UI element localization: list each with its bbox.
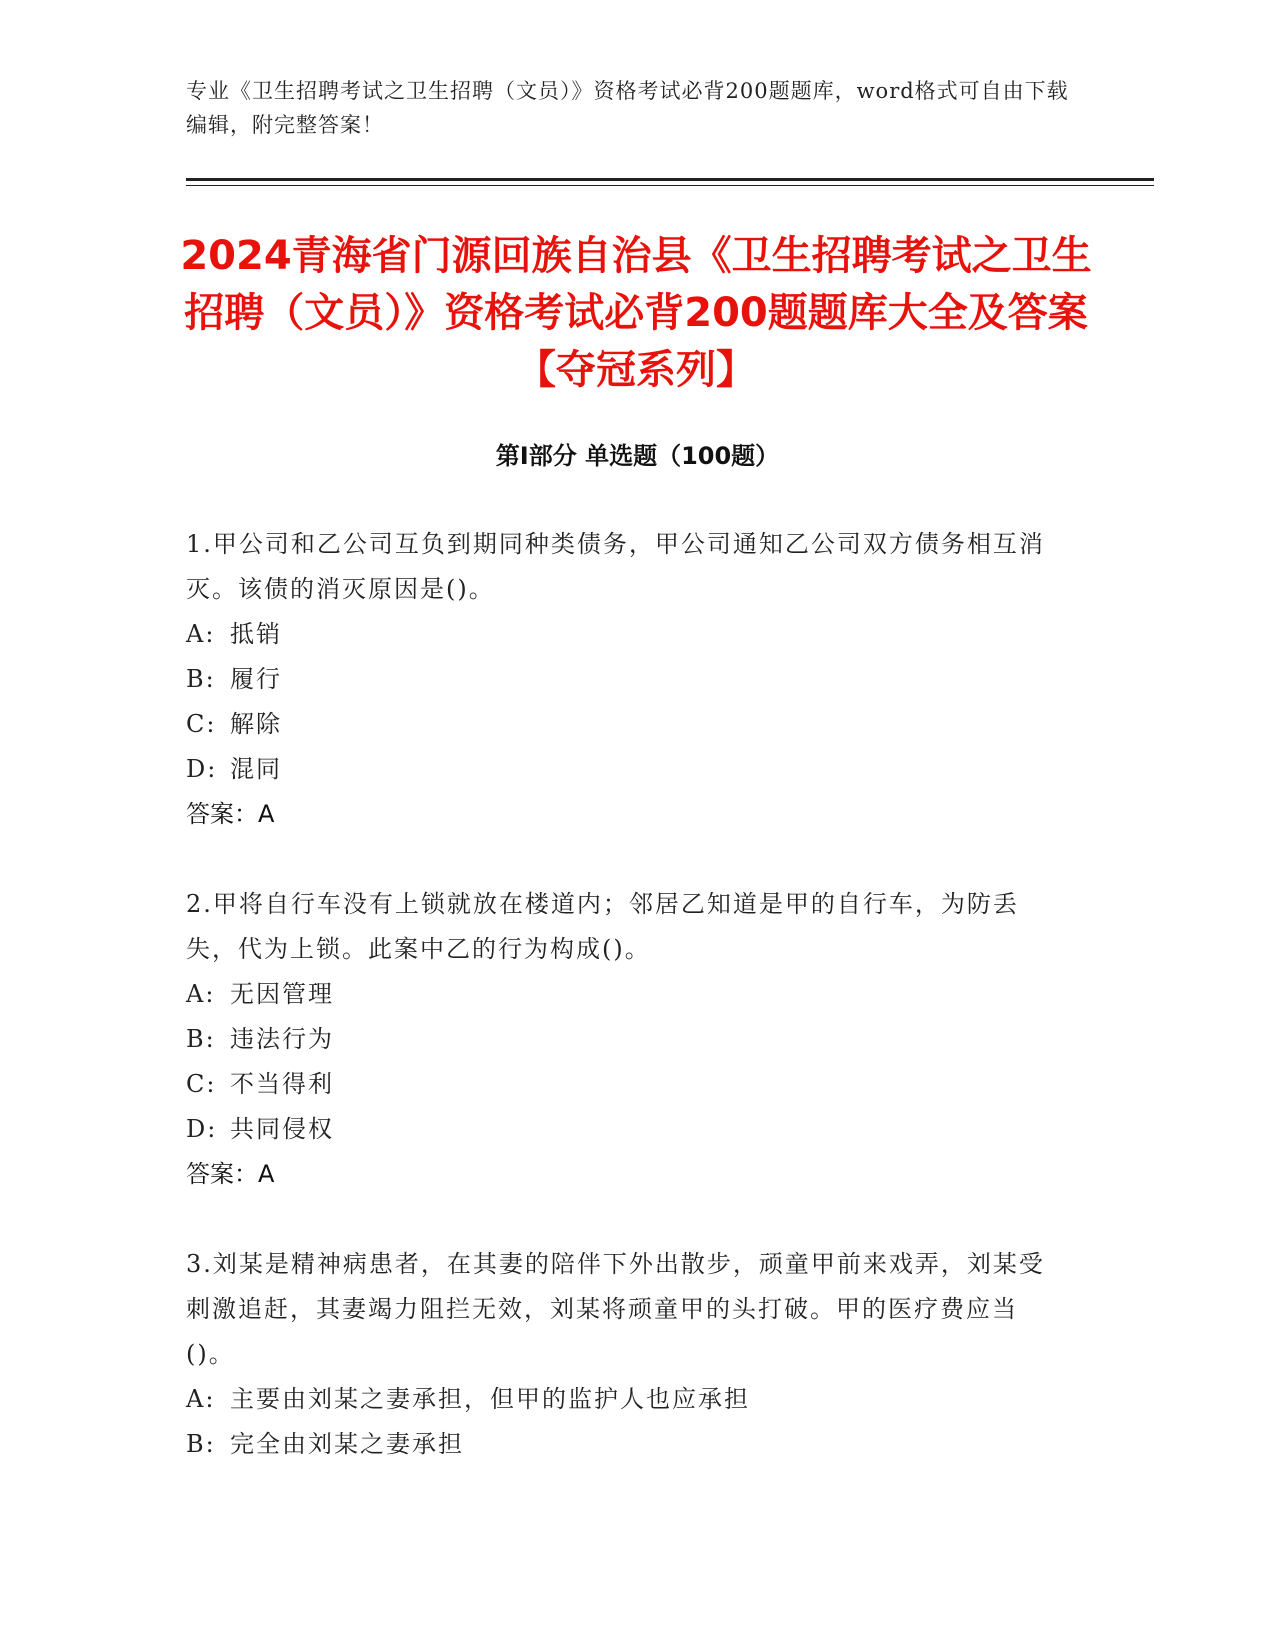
option-b	[186, 657, 1066, 702]
question-2	[186, 882, 1066, 1197]
option-text: 无因管理	[230, 980, 334, 1008]
option-text: 混同	[230, 755, 282, 783]
answer: 答案：A	[186, 800, 275, 828]
option-a	[186, 612, 1066, 657]
option-key: B:	[186, 665, 216, 693]
option-text: 解除	[230, 710, 282, 738]
option-key: C:	[186, 1070, 217, 1098]
option-key: B:	[186, 1025, 216, 1053]
option-a	[186, 972, 1066, 1017]
question-stem: 2.甲将自行车没有上锁就放在楼道内；邻居乙知道是甲的自行车，为防丢失，代为上锁。此案中乙的行为构成()。	[186, 890, 1019, 963]
option-c	[186, 1062, 1066, 1107]
option-key: B:	[186, 1430, 216, 1458]
option-d	[186, 1107, 1066, 1152]
option-b	[186, 1017, 1066, 1062]
option-text: 不当得利	[230, 1070, 334, 1098]
header-divider-thick	[186, 178, 1154, 181]
option-key: A:	[186, 1385, 216, 1413]
option-d	[186, 747, 1066, 792]
option-text: 主要由刘某之妻承担，但甲的监护人也应承担	[230, 1385, 750, 1413]
option-text: 违法行为	[230, 1025, 334, 1053]
option-text: 履行	[230, 665, 282, 693]
section-title: 第Ⅰ部分 单选题（100题）	[495, 442, 780, 470]
option-b	[186, 1422, 1066, 1467]
question-stem: 1.甲公司和乙公司互负到期同种类债务，甲公司通知乙公司双方债务相互消灭。该债的消灭原因是()。	[186, 530, 1045, 603]
option-key: D:	[186, 755, 218, 783]
option-key: A:	[186, 620, 216, 648]
question-1	[186, 522, 1066, 837]
option-key: A:	[186, 980, 216, 1008]
question-stem: 3.刘某是精神病患者，在其妻的陪伴下外出散步，顽童甲前来戏弄，刘某受刺激追赶，其妻竭力阻拦无效，刘某将顽童甲的头打破。甲的医疗费应当()。	[186, 1250, 1045, 1368]
option-text: 抵销	[230, 620, 282, 648]
option-c	[186, 702, 1066, 747]
document-title: 2024青海省门源回族自治县《卫生招聘考试之卫生招聘（文员）》资格考试必背200题题库大全及答案【夺冠系列】	[180, 233, 1092, 393]
option-key: D:	[186, 1115, 218, 1143]
option-text: 完全由刘某之妻承担	[230, 1430, 464, 1458]
question-3	[186, 1242, 1066, 1467]
header-divider-thin	[186, 185, 1154, 186]
option-key: C:	[186, 710, 217, 738]
option-a	[186, 1377, 1066, 1422]
option-text: 共同侵权	[230, 1115, 334, 1143]
header-note: 专业《卫生招聘考试之卫生招聘（文员）》资格考试必背200题题库，word格式可自由下载编辑，附完整答案！	[186, 79, 1069, 137]
answer: 答案：A	[186, 1160, 275, 1188]
